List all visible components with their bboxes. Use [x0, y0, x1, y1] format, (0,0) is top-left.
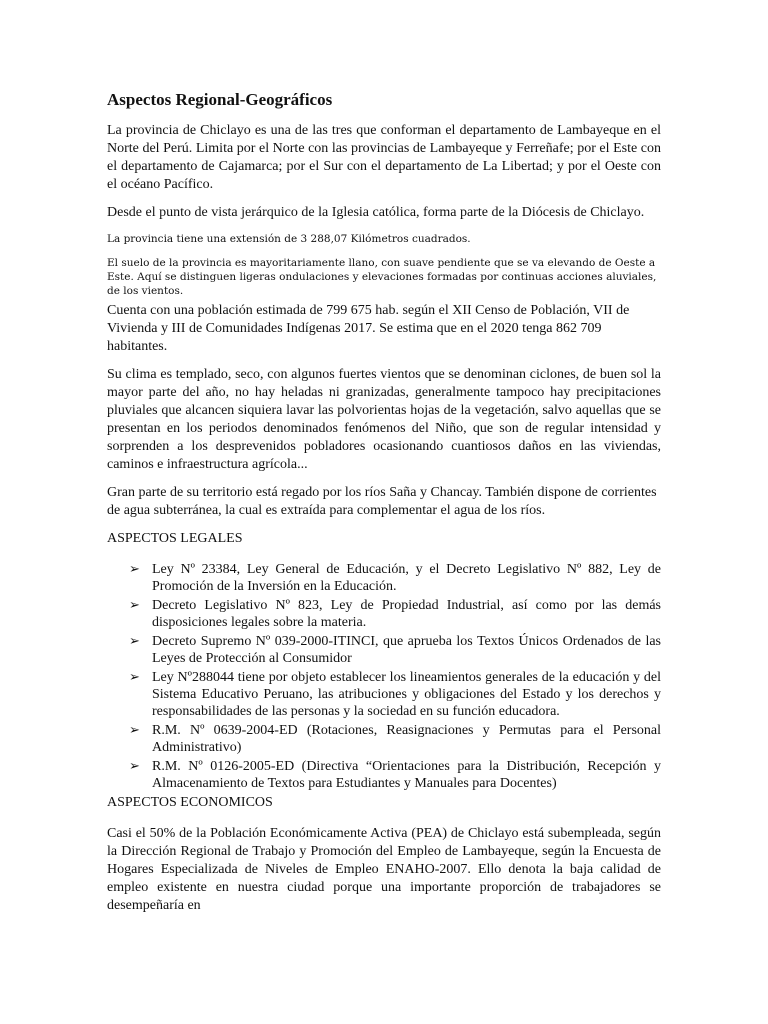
legal-list	[107, 561, 661, 792]
legal-list-item	[107, 597, 661, 631]
legal-list-item	[107, 758, 661, 792]
legal-list-item	[107, 561, 661, 595]
legal-item-text: Decreto Supremo Nº 039-2000-ITINCI, que aprueba los Textos Únicos Ordenados de las Leyes de Protección al Consumidor	[152, 634, 661, 667]
legal-item-text: Decreto Legislativo Nº 823, Ley de Propiedad Industrial, así como por las demás disposiciones legales sobre la materia.	[152, 598, 661, 631]
arrowhead-bullet-icon: ➢	[129, 562, 140, 578]
climate-paragraph: Su clima es templado, seco, con algunos fuertes vientos que se denominan ciclones, de buen sol la mayor parte del año, no hay heladas ni granizadas, generalmente tampoco hay precipitaciones pluviales que alcancen siquiera lavar las polvorientas hojas de la vegetación, salvo aquellas que se presentan en los periodos denominados fenómenos del Niño, que son de regular intensidad y sorprenden a los desprevenidos pobladores ocasionando cuantiosos daños en las viviendas, caminos e infraestructura agrícola...	[107, 367, 661, 473]
water-paragraph: Gran parte de su territorio está regado por los ríos Saña y Chancay. También dispone de corrientes de agua subterránea, la cual es extraída para complementar el agua de los ríos.	[107, 485, 657, 519]
economic-section-title: ASPECTOS ECONOMICOS	[107, 795, 273, 811]
arrowhead-bullet-icon: ➢	[129, 634, 140, 650]
document-content	[107, 90, 661, 925]
arrowhead-bullet-icon: ➢	[129, 723, 140, 739]
arrowhead-bullet-icon: ➢	[129, 759, 140, 775]
regional-title: Aspectos Regional-Geográficos	[107, 90, 333, 109]
economic-paragraph: Casi el 50% de la Población Económicamente Activa (PEA) de Chiclayo está subempleada, según la Dirección Regional de Trabajo y Promoción del Empleo de Lambayeque, según la Encuesta de Hogares Especializada de Niveles de Empleo ENAHO-2007. Ello denota la baja calidad de empleo existente en nuestra ciudad porque una importante proporción de trabajadores se desempeñaría en	[107, 826, 661, 914]
arrowhead-bullet-icon: ➢	[129, 598, 140, 614]
legal-section-title: ASPECTOS LEGALES	[107, 531, 243, 547]
diocese-paragraph: Desde el punto de vista jerárquico de la Iglesia católica, forma parte de la Diócesis de Chiclayo.	[107, 205, 645, 221]
legal-item-text: Ley Nº 23384, Ley General de Educación, y el Decreto Legislativo Nº 882, Ley de Promoción de la Inversión en la Educación.	[152, 562, 661, 595]
location-paragraph: La provincia de Chiclayo es una de las tres que conforman el departamento de Lambayeque en el Norte del Perú. Limita por el Norte con las provincias de Lambayeque y Ferreñafe; por el Este con el departamento de Cajamarca; por el Sur con el departamento de La Libertad; y por el Oeste con el océano Pacífico.	[107, 123, 661, 193]
terrain-paragraph: El suelo de la provincia es mayoritariamente llano, con suave pendiente que se va elevando de Oeste a Este. Aquí se distinguen ligeras ondulaciones y elevaciones formadas por continuas acciones aluviales, de los vientos.	[107, 257, 657, 298]
legal-list-item	[107, 722, 661, 756]
legal-item-text: Ley Nº288044 tiene por objeto establecer los lineamientos generales de la educación y del Sistema Educativo Peruano, las atribuciones y obligaciones del Estado y los derechos y responsabilidades de las personas y la sociedad en su función educadora.	[152, 670, 661, 720]
legal-item-text: R.M. Nº 0126-2005-ED (Directiva “Orientaciones para la Distribución, Recepción y Almacenamiento de Textos para Estudiantes y Manuales para Docentes)	[152, 759, 661, 792]
area-paragraph: La provincia tiene una extensión de 3 288,07 Kilómetros cuadrados.	[107, 233, 471, 246]
legal-list-item	[107, 633, 661, 667]
legal-item-text: R.M. Nº 0639-2004-ED (Rotaciones, Reasignaciones y Permutas para el Personal Administrativo)	[152, 723, 661, 756]
arrowhead-bullet-icon: ➢	[129, 670, 140, 686]
legal-list-item	[107, 669, 661, 720]
population-paragraph: Cuenta con una población estimada de 799 675 hab. según el XII Censo de Población, VII de Vivienda y III de Comunidades Indígenas 2017. Se estima que en el 2020 tenga 862 709 habitantes.	[107, 303, 630, 355]
